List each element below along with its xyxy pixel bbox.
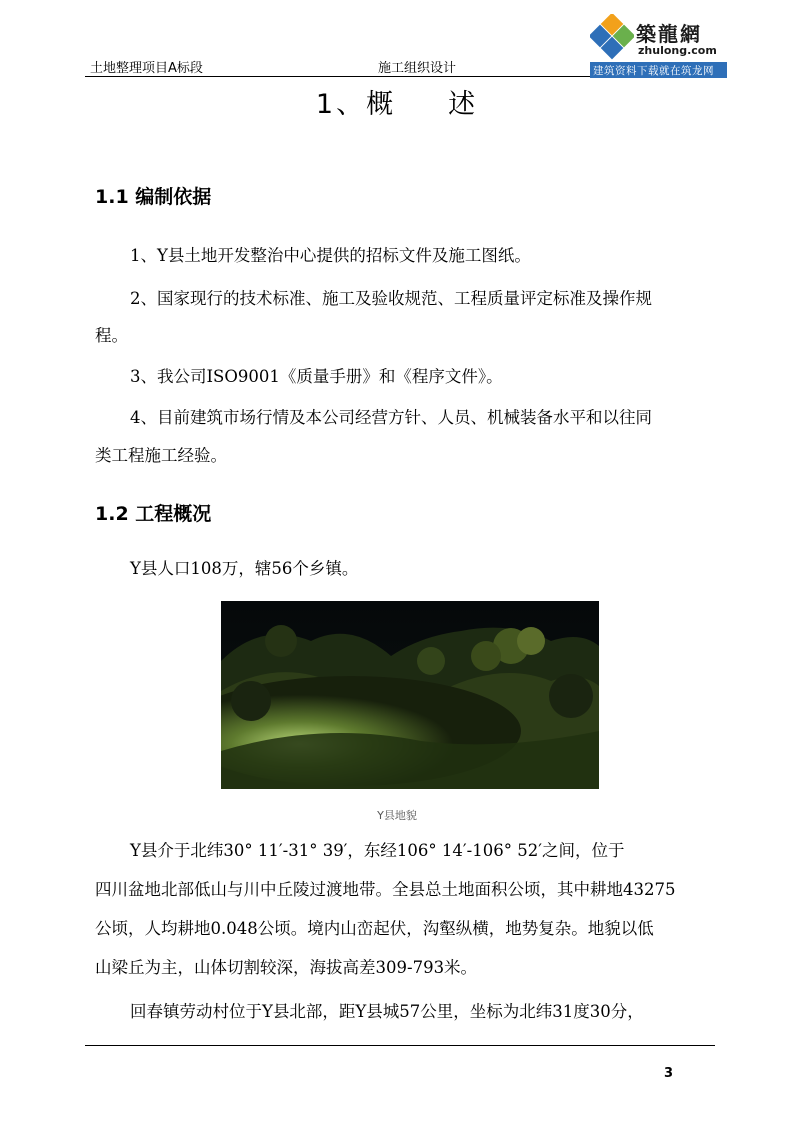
photo-caption: Y县地貌 — [377, 809, 417, 822]
overview-para1-line-2: 四川盆地北部低山与川中丘陵过渡地带。全县总土地面积公顷，其中耕地43275 — [95, 880, 676, 899]
title-part-2: 述 — [448, 89, 479, 120]
overview-para2-line-1: 回春镇劳动村位于Y县北部，距Y县城57公里，坐标为北纬31度30分， — [130, 1002, 644, 1021]
basis-item-2-line-1: 2、国家现行的技术标准、施工及验收规范、工程质量评定标准及操作规 — [130, 289, 652, 308]
basis-item-2-line-2: 程。 — [95, 326, 128, 345]
section-heading-basis: 1.1 编制依据 — [95, 186, 212, 208]
header-left-text: 土地整理项目A标段 — [90, 61, 203, 76]
section-heading-overview: 1.2 工程概况 — [95, 503, 212, 525]
overview-para1-line-3: 公顷，人均耕地0.048公顷。境内山峦起伏，沟壑纵横，地势复杂。地貌以低 — [95, 919, 654, 938]
page-number: 3 — [664, 1066, 674, 1081]
basis-item-4-line-2: 类工程施工经验。 — [95, 446, 227, 465]
header-center-text: 施工组织设计 — [378, 61, 457, 76]
footer-rule — [85, 1045, 715, 1046]
overview-para1-line-1: Y县介于北纬30° 11′-31° 39′，东经106° 14′-106° 52′之间，位于 — [130, 841, 625, 860]
landscape-photo — [221, 601, 599, 789]
overview-para1-line-4: 山梁丘为主，山体切割较深，海拔高差309-793米。 — [95, 958, 478, 977]
logo-url: zhulong.com — [638, 44, 717, 57]
title-part-1: 1、概 — [315, 89, 397, 120]
basis-item-3: 3、我公司ISO9001《质量手册》和《程序文件》。 — [130, 367, 503, 386]
page-title — [0, 82, 794, 121]
basis-item-1: 1、Y县土地开发整治中心提供的招标文件及施工图纸。 — [130, 246, 531, 265]
basis-item-4-line-1: 4、目前建筑市场行情及本公司经营方针、人员、机械装备水平和以往同 — [130, 408, 652, 427]
logo-name: 築龍網 — [636, 22, 702, 46]
logo-slogan: 建筑资料下载就在筑龙网 — [593, 65, 714, 77]
population-text: Y县人口108万，辖56个乡镇。 — [130, 559, 359, 578]
zhulong-logo-icon — [590, 14, 634, 60]
